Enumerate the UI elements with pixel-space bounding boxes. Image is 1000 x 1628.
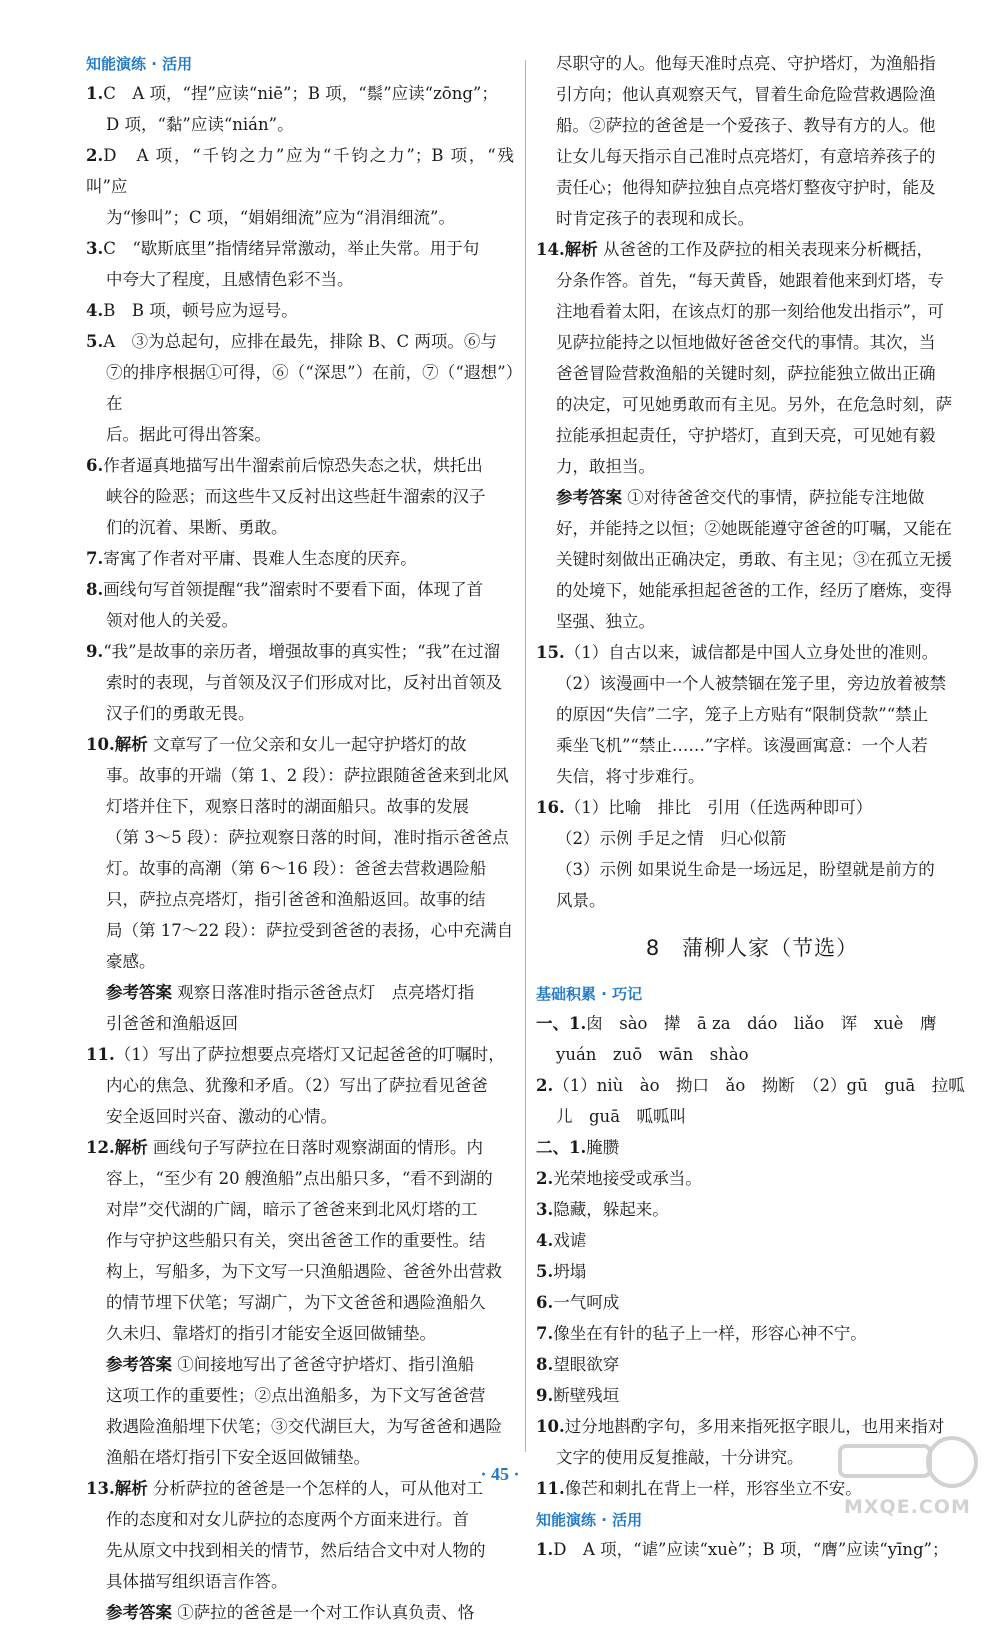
line-text: 中夸大了程度，且感情色彩不当。 — [106, 270, 354, 289]
line-text: ⑦的排序根据①可得，⑥（“深思”）在前，⑦（“遐想”）在 — [106, 363, 514, 413]
line-text: 好，并能持之以恒；②她既能遵守爸爸的叮嘱，又能在 — [556, 519, 952, 538]
line-text: 像芒和刺扎在背上一样，形容坐立不安。 — [564, 1479, 862, 1498]
item-line — [536, 637, 968, 668]
line-text: 风景。 — [556, 891, 606, 910]
line-text: 局（第 17～22 段）：萨拉受到爸爸的表扬，心中充满自 — [106, 921, 514, 940]
line-text: 失信，将寸步难行。 — [556, 767, 705, 786]
item-number: 10. — [86, 735, 115, 754]
column-divider — [525, 60, 526, 1452]
line-text: （1）niù ào 拗口 ǎo 拗断 （2）gū guā 拉呱 — [553, 1076, 965, 1095]
item-line — [536, 1225, 968, 1256]
item-line — [86, 233, 514, 264]
item-line — [536, 1194, 968, 1225]
line-text: 尽职守的人。他每天准时点亮、守护塔灯，为渔船指 — [556, 54, 936, 73]
item-number: 4. — [86, 301, 104, 320]
line-text: C “歇斯底里”指情绪异常激动，举止失常。用于句 — [103, 239, 480, 258]
section-heading: 知能演练 · 活用 — [86, 55, 193, 73]
item-line — [86, 512, 514, 543]
item-line — [536, 234, 968, 265]
item-line — [86, 202, 514, 233]
line-text: 望眼欲穿 — [553, 1355, 620, 1374]
answer-line — [536, 575, 968, 606]
item-line — [536, 265, 968, 296]
line-text: 的处境下，她能承担起爸爸的工作，经历了磨炼，变得 — [556, 581, 952, 600]
line-text: 作的态度和对女儿萨拉的态度两个方面来进行。首 — [106, 1510, 469, 1529]
item-number: 8. — [536, 1355, 554, 1374]
line-text: 引方向；他认真观察天气，冒着生命危险营救遇险渔 — [556, 85, 936, 104]
item-number: 12. — [86, 1138, 115, 1157]
item-number: 14. — [536, 240, 565, 259]
answer-line — [536, 761, 968, 792]
line-text: ①对待爸爸交代的事情，萨拉能专注地做 — [627, 488, 925, 507]
label-tag: 参考答案 — [556, 488, 622, 507]
answer-line — [86, 1411, 514, 1442]
item-line — [86, 884, 514, 915]
item-line — [536, 296, 968, 327]
line-text: 寄寓了作者对平庸、畏难人生态度的厌弃。 — [103, 549, 417, 568]
label-tag: 参考答案 — [106, 983, 172, 1002]
item-line — [86, 481, 514, 512]
item-number: 15. — [536, 643, 565, 662]
item-line — [86, 915, 514, 946]
item-line — [536, 1318, 968, 1349]
line-text: 久未归、靠塔灯的指引才能安全返回做铺垫。 — [106, 1324, 436, 1343]
item-line — [86, 946, 514, 977]
answer-line — [536, 482, 968, 513]
line-text: 分析萨拉的爸爸是一个怎样的人，可从他对工 — [152, 1479, 483, 1498]
item-line — [86, 1132, 514, 1163]
line-text: 们的沉着、果断、勇敢。 — [106, 518, 288, 537]
item-line — [86, 109, 514, 140]
item-line — [86, 1225, 514, 1256]
item-number: 1. — [536, 1540, 554, 1559]
item-line — [86, 295, 514, 326]
line-text: 豪感。 — [106, 952, 156, 971]
item-line — [86, 419, 514, 450]
item-number: 11. — [536, 1479, 565, 1498]
line-text: 时肯定孩子的表现和成长。 — [556, 209, 754, 228]
item-number: 16. — [536, 798, 565, 817]
answer-line — [536, 885, 968, 916]
item-number: 11. — [86, 1045, 115, 1064]
line-text: 坍塌 — [553, 1262, 587, 1281]
item-line — [86, 1194, 514, 1225]
chapter-title: 8 蒲柳人家（节选） — [645, 936, 859, 960]
line-text: 一气呵成 — [553, 1293, 620, 1312]
line-text: 汉子们的勇敢无畏。 — [106, 704, 255, 723]
right-column — [536, 48, 968, 1565]
line-text: 索时的表现，与首领及汉子们形成对比，反衬出首领及 — [106, 673, 502, 692]
item-line — [86, 1256, 514, 1287]
answer-line — [536, 172, 968, 203]
item-line — [86, 574, 514, 605]
watermark-text: MXQE.COM — [844, 1496, 971, 1518]
item-number: 6. — [536, 1293, 554, 1312]
item-line — [86, 264, 514, 295]
line-text: 文章写了一位父亲和女儿一起守护塔灯的故 — [152, 735, 467, 754]
item-number: 7. — [86, 549, 104, 568]
line-text: （1）写出了萨拉想要点亮塔灯又记起爸爸的叮嘱时， — [114, 1045, 505, 1064]
item-line — [536, 389, 968, 420]
line-text: 关键时刻做出正确决定，勇敢、有主见；③在孤立无援 — [556, 550, 952, 569]
line-text: 对岸”交代湖的广阔，暗示了爸爸来到北风灯塔的工 — [106, 1200, 478, 1219]
line-text: 引爸爸和渔船返回 — [106, 1014, 238, 1033]
item-line — [86, 450, 514, 481]
line-text: 内心的焦急、犹豫和矛盾。（2）写出了萨拉看见爸爸 — [106, 1076, 488, 1095]
line-text: 见萨拉能持之以恒地做好爸爸交代的事情。其次，当 — [556, 333, 936, 352]
item-line — [536, 358, 968, 389]
label-tag: 解析 — [114, 1479, 148, 1498]
answer-line — [536, 730, 968, 761]
line-text: 容上，“至少有 20 艘渔船”点出船只多，“看不到湖的 — [106, 1169, 493, 1188]
line-text: D A 项，“千钧之力”应为“千钧之力”；B 项，“残叫”应 — [86, 146, 514, 196]
line-text: 爸爸冒险营救渔船的关键时刻，萨拉能独立做出正确 — [556, 364, 936, 383]
section-heading: 基础积累 · 巧记 — [536, 985, 643, 1003]
line-text: （1）自古以来，诚信都是中国人立身处世的准则。 — [564, 643, 939, 662]
line-text: 注地看着太阳，在该点灯的那一刻给他发出指示”，可 — [556, 302, 944, 321]
line-text: 坚强、独立。 — [556, 612, 655, 631]
page-number: · 45 · — [480, 1464, 520, 1484]
item-line — [536, 420, 968, 451]
item-line — [86, 543, 514, 574]
line-text: 作与守护这些船只有关，突出爸爸工作的重要性。结 — [106, 1231, 486, 1250]
label-tag: 解析 — [114, 735, 148, 754]
line-text: 拉能承担起责任，守护塔灯，直到天亮，可见她有毅 — [556, 426, 936, 445]
item-line — [86, 1101, 514, 1132]
line-text: 像坐在有针的毡子上一样，形容心神不宁。 — [553, 1324, 867, 1343]
line-text: 画线句子写萨拉在日落时观察湖面的情形。内 — [152, 1138, 483, 1157]
item-line — [86, 140, 514, 202]
item-number: 二、1. — [536, 1138, 587, 1157]
item-number: 一、1. — [536, 1014, 587, 1033]
item-number: 5. — [536, 1262, 554, 1281]
label-tag: 解析 — [114, 1138, 148, 1157]
item-line — [86, 667, 514, 698]
item-line — [536, 1349, 968, 1380]
answer-line — [536, 823, 968, 854]
item-line — [536, 451, 968, 482]
item-line — [536, 1287, 968, 1318]
item-line — [86, 605, 514, 636]
line-text: 具体描写组织语言作答。 — [106, 1572, 288, 1591]
line-text: 从爸爸的工作及萨拉的相关表现来分析概括， — [602, 240, 933, 259]
item-line — [86, 1039, 514, 1070]
line-text: 灯。故事的高潮（第 6～16 段）：爸爸去营救遇险船 — [106, 859, 487, 878]
line-text: 的情节埋下伏笔；写湖广，为下文爸爸和遇险渔船久 — [106, 1293, 486, 1312]
line-text: D A 项，“谑”应读“xuè”；B 项，“膺”应读“yīng”； — [553, 1540, 949, 1559]
answer-line — [536, 79, 968, 110]
item-number: 2. — [536, 1076, 554, 1095]
line-text: 先从原文中找到相关的情节，然后结合文中对人物的 — [106, 1541, 486, 1560]
item-line — [536, 327, 968, 358]
line-text: ①萨拉的爸爸是一个对工作认真负责、恪 — [177, 1603, 475, 1622]
item-line — [86, 760, 514, 791]
label-tag: 参考答案 — [106, 1603, 172, 1622]
line-text: 力，敢担当。 — [556, 457, 655, 476]
line-text: 观察日落准时指示爸爸点灯 点亮塔灯指 — [177, 983, 475, 1002]
line-text: 分条作答。首先，“每天黄昏，她跟着他来到灯塔，专 — [556, 271, 944, 290]
answer-line — [86, 1597, 514, 1628]
line-text: 文字的使用反复推敲，十分讲究。 — [556, 1448, 804, 1467]
item-number: 7. — [536, 1324, 554, 1343]
item-number: 1. — [86, 84, 104, 103]
answer-line — [536, 48, 968, 79]
line-text: 只，萨拉点亮塔灯，指引爸爸和渔船返回。故事的结 — [106, 890, 486, 909]
line-text: 救遇险渔船埋下伏笔；③交代湖巨大，为写爸爸和遇险 — [106, 1417, 502, 1436]
line-text: 作者逼真地描写出牛溜索前后惊恐失态之状，烘托出 — [103, 456, 483, 475]
item-number: 13. — [86, 1479, 115, 1498]
line-text: 这项工作的重要性；②点出渔船多，为下文写爸爸营 — [106, 1386, 486, 1405]
answer-line — [536, 854, 968, 885]
item-line — [86, 791, 514, 822]
item-number: 10. — [536, 1417, 565, 1436]
item-line — [86, 78, 514, 109]
line-text: 为“惨叫”；C 项，“娟娟细流”应为“涓涓细流”。 — [106, 208, 455, 227]
item-number: 9. — [86, 642, 104, 661]
line-text: 领对他人的关爱。 — [106, 611, 238, 630]
item-line — [86, 326, 514, 357]
line-text: （第 3～5 段）：萨拉观察日落的时间，准时指示爸爸点 — [106, 828, 509, 847]
item-line — [536, 1534, 968, 1565]
answer-line — [536, 203, 968, 234]
item-number: 2. — [536, 1169, 554, 1188]
section-heading: 知能演练 · 活用 — [536, 1511, 643, 1529]
line-text: 渔船在塔灯指引下安全返回做铺垫。 — [106, 1448, 370, 1467]
line-text: 的原因“失信”二字，笼子上方贴有“限制贷款”“禁止 — [556, 705, 929, 724]
answer-line — [536, 668, 968, 699]
item-number: 6. — [86, 456, 104, 475]
line-text: 构上，写船多，为下文写一只渔船遇险、爸爸外出营救 — [106, 1262, 502, 1281]
item-line — [536, 1008, 968, 1039]
label-tag: 参考答案 — [106, 1355, 172, 1374]
item-line — [536, 1380, 968, 1411]
line-text: 事。故事的开端（第 1、2 段）：萨拉跟随爸爸来到北风 — [106, 766, 509, 785]
line-text: 后。据此可得出答案。 — [106, 425, 271, 444]
answer-line — [536, 544, 968, 575]
line-text: 囱 sào 撵 ā za dáo liǎo 诨 xuè 膺 — [586, 1014, 937, 1033]
item-line — [86, 698, 514, 729]
line-text: ①间接地写出了爸爸守护塔灯、指引渔船 — [177, 1355, 475, 1374]
line-text: （3）示例 如果说生命是一场远足，盼望就是前方的 — [556, 860, 935, 879]
answer-line — [536, 110, 968, 141]
line-text: 灯塔并住下，观察日落时的湖面船只。故事的发展 — [106, 797, 469, 816]
left-column — [86, 48, 514, 1628]
item-number: 4. — [536, 1231, 554, 1250]
item-number: 2. — [86, 146, 104, 165]
line-text: B B 项，顿号应为逗号。 — [103, 301, 298, 320]
item-number: 9. — [536, 1386, 554, 1405]
item-number: 3. — [536, 1200, 554, 1219]
line-text: （2）该漫画中一个人被禁锢在笼子里，旁边放着被禁 — [556, 674, 946, 693]
item-line — [86, 1566, 514, 1597]
line-text: （1）比喻 排比 引用（任选两种即可） — [564, 798, 873, 817]
line-text: 腌臜 — [586, 1138, 620, 1157]
item-line — [536, 1101, 968, 1132]
answer-line — [86, 1349, 514, 1380]
item-line — [536, 1070, 968, 1101]
line-text: 隐藏，躲起来。 — [553, 1200, 669, 1219]
line-text: 乘坐飞机”“禁止……”字样。该漫画寓意：一个人若 — [556, 736, 928, 755]
answer-line — [536, 699, 968, 730]
answer-line — [536, 141, 968, 172]
answer-line — [536, 606, 968, 637]
line-text: 戏谑 — [553, 1231, 587, 1250]
line-text: 安全返回时兴奋、激动的心情。 — [106, 1107, 337, 1126]
line-text: A ③为总起句，应排在最先，排除 B、C 两项。⑥与 — [103, 332, 497, 351]
line-text: （2）示例 手足之情 归心似箭 — [556, 829, 787, 848]
answer-line — [86, 1008, 514, 1039]
item-line — [536, 1132, 968, 1163]
line-text: 儿 guā 呱呱叫 — [556, 1107, 687, 1126]
item-number: 3. — [86, 239, 104, 258]
item-line — [536, 1256, 968, 1287]
line-text: 的决定，可见她勇敢而有主见。另外，在危急时刻，萨 — [556, 395, 952, 414]
line-text: 船。②萨拉的爸爸是一个爱孩子、教导有方的人。他 — [556, 116, 936, 135]
answer-line — [86, 977, 514, 1008]
item-line — [86, 1535, 514, 1566]
line-text: C A 项，“捏”应读“niē”；B 项，“鬃”应读“zōng”； — [103, 84, 498, 103]
line-text: 责任心；他得知萨拉独自点亮塔灯整夜守护时，能及 — [556, 178, 936, 197]
line-text: 过分地斟酌字句，多用来指死抠字眼儿，也用来指对 — [564, 1417, 945, 1436]
line-text: 断壁残垣 — [553, 1386, 620, 1405]
line-text: yuán zuō wān shào — [556, 1045, 749, 1064]
answer-line — [536, 513, 968, 544]
item-number: 8. — [86, 580, 104, 599]
line-text: 让女儿每天指示自己准时点亮塔灯，有意培养孩子的 — [556, 147, 936, 166]
item-line — [86, 729, 514, 760]
line-text: 峡谷的险恶；而这些牛又反衬出这些赶牛溜索的汉子 — [106, 487, 486, 506]
stamp-icon — [832, 1432, 982, 1492]
item-line — [86, 1504, 514, 1535]
answer-line — [86, 1380, 514, 1411]
item-line — [86, 1070, 514, 1101]
item-line — [86, 1287, 514, 1318]
item-line — [536, 792, 968, 823]
item-line — [86, 822, 514, 853]
watermark-logo — [832, 1432, 982, 1518]
item-line — [86, 1318, 514, 1349]
item-line — [86, 853, 514, 884]
label-tag: 解析 — [564, 240, 598, 259]
line-text: “我”是故事的亲历者，增强故事的真实性；“我”在过溜 — [103, 642, 500, 661]
item-line — [86, 357, 514, 419]
item-line — [86, 636, 514, 667]
line-text: D 项，“黏”应读“nián”。 — [106, 115, 294, 134]
item-line — [536, 1163, 968, 1194]
line-text: 光荣地接受或承当。 — [553, 1169, 702, 1188]
item-line — [86, 1163, 514, 1194]
item-number: 5. — [86, 332, 104, 351]
item-line — [536, 1039, 968, 1070]
line-text: 画线句写首领提醒“我”溜索时不要看下面，体现了首 — [103, 580, 484, 599]
